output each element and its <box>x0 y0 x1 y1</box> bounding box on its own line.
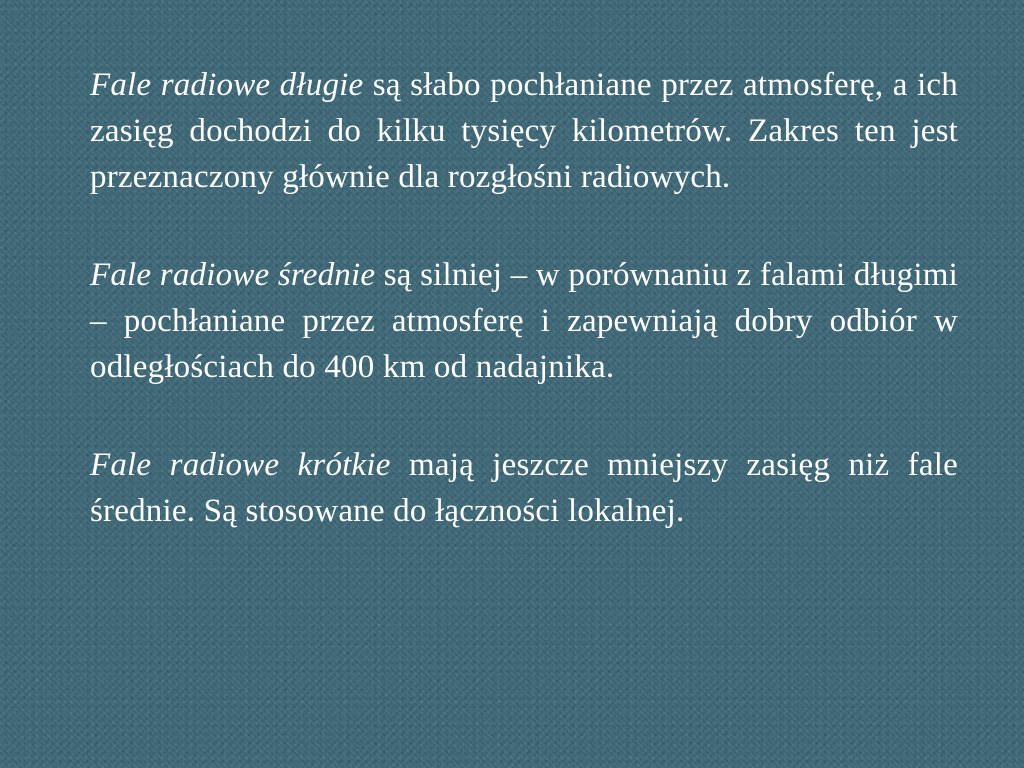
slide-content <box>90 62 958 586</box>
paragraph-medium-waves <box>90 252 958 390</box>
text-long-waves: są słabo pochłaniane przez atmosferę, a ich zasięg dochodzi do kilku tysięcy kilometrów. Zakres ten jest przeznaczony głównie dla rozgłośni radiowych. <box>90 67 958 195</box>
term-medium-waves: Fale radiowe średnie <box>90 257 376 293</box>
text-medium-waves: są silniej – w porównaniu z falami długimi – pochłaniane przez atmosferę i zapewniają dobry odbiór w odległościach do 400 km od nadajnika. <box>90 257 958 385</box>
term-short-waves: Fale radiowe krótkie <box>90 447 391 483</box>
term-long-waves: Fale radiowe długie <box>90 67 364 103</box>
paragraph-short-waves <box>90 442 958 534</box>
text-short-waves: mają jeszcze mniejszy zasięg niż fale średnie. Są stosowane do łączności lokalnej. <box>90 447 958 529</box>
paragraph-long-waves <box>90 62 958 200</box>
